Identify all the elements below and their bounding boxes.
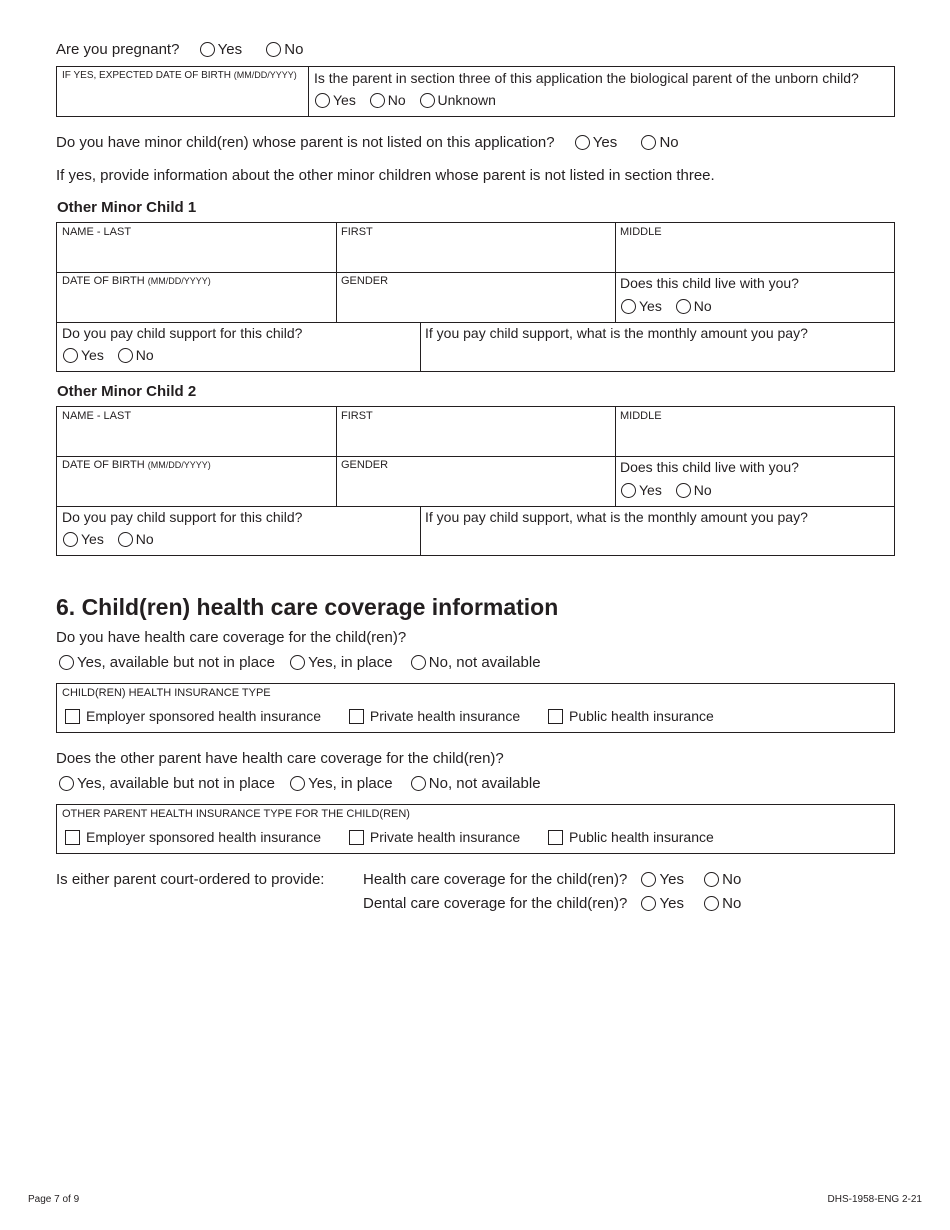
court-order-question: Is either parent court-ordered to provide: <box>56 871 325 888</box>
checkbox-icon <box>548 709 563 724</box>
child2-middle-name-label: MIDDLE <box>620 410 662 422</box>
radio-icon <box>118 532 133 547</box>
child1-live-question: Does this child live with you? <box>620 275 799 291</box>
other-employer-checkbox[interactable]: Employer sponsored health insurance <box>65 829 321 845</box>
child1-support-no-radio[interactable]: No <box>118 347 154 363</box>
child1-title: Other Minor Child 1 <box>57 199 197 216</box>
child2-first-name-field[interactable] <box>336 407 615 456</box>
minor-no-radio[interactable]: No <box>641 134 678 151</box>
child2-table <box>56 406 895 556</box>
due-date-label: IF YES, EXPECTED DATE OF BIRTH <box>62 70 231 81</box>
child2-last-name-field[interactable] <box>57 407 336 456</box>
child1-dob-format: (MM/DD/YYYY) <box>147 276 211 286</box>
radio-icon <box>411 655 426 670</box>
coverage-available-radio[interactable]: Yes, available but not in place <box>59 654 275 671</box>
form-id: DHS-1958-ENG 2-21 <box>827 1194 922 1205</box>
other-parent-insurance-type-label: OTHER PARENT HEALTH INSURANCE TYPE FOR THE CHILD(REN) <box>62 808 410 820</box>
child2-amount-question: If you pay child support, what is the monthly amount you pay? <box>425 509 808 525</box>
child2-amount-field[interactable] <box>420 506 894 555</box>
due-date-field[interactable] <box>57 67 309 116</box>
child-employer-checkbox[interactable]: Employer sponsored health insurance <box>65 708 321 724</box>
health-court-row <box>363 871 741 888</box>
child1-first-name-field[interactable] <box>336 223 615 272</box>
checkbox-icon <box>349 830 364 845</box>
child1-amount-question: If you pay child support, what is the monthly amount you pay? <box>425 325 808 341</box>
bio-unknown-radio[interactable]: Unknown <box>420 92 496 108</box>
health-court-question: Health care coverage for the child(ren)? <box>363 871 628 888</box>
child-private-checkbox[interactable]: Private health insurance <box>349 708 520 724</box>
other-available-radio[interactable]: Yes, available but not in place <box>59 775 275 792</box>
coverage-options <box>59 654 541 671</box>
child1-gender-field[interactable] <box>336 272 615 322</box>
radio-icon <box>676 299 691 314</box>
child-insurance-type-label: CHILD(REN) HEALTH INSURANCE TYPE <box>62 687 271 699</box>
radio-icon <box>118 348 133 363</box>
radio-icon <box>621 299 636 314</box>
bio-no-radio[interactable]: No <box>370 92 406 108</box>
child1-gender-label: GENDER <box>341 275 389 287</box>
minor-instruction: If yes, provide information about the other minor children whose parent is not listed in section three. <box>56 167 715 184</box>
health-court-yes-radio[interactable]: Yes <box>641 871 683 888</box>
bio-parent-question: Is the parent in section three of this application the biological parent of the unborn child? <box>314 70 859 86</box>
child1-last-name-label: NAME - LAST <box>62 226 132 238</box>
coverage-question: Do you have health care coverage for the child(ren)? <box>56 629 407 646</box>
radio-icon <box>676 483 691 498</box>
child2-dob-field[interactable] <box>57 456 336 506</box>
pregnant-question: Are you pregnant? <box>56 41 180 58</box>
child2-title: Other Minor Child 2 <box>57 383 197 400</box>
pregnancy-table <box>56 66 895 117</box>
child2-dob-format: (MM/DD/YYYY) <box>147 460 211 470</box>
dental-court-row <box>363 895 741 912</box>
other-parent-insurance-type-box <box>56 804 895 854</box>
bio-yes-radio[interactable]: Yes <box>315 92 356 108</box>
radio-icon <box>370 93 385 108</box>
child-public-checkbox[interactable]: Public health insurance <box>548 708 714 724</box>
child2-gender-field[interactable] <box>336 456 615 506</box>
child1-last-name-field[interactable] <box>57 223 336 272</box>
child2-live-cell <box>615 456 894 506</box>
minor-question-row <box>56 134 679 151</box>
minor-yes-radio[interactable]: Yes <box>575 134 617 151</box>
child2-support-question: Do you pay child support for this child? <box>62 509 303 525</box>
dental-court-no-radio[interactable]: No <box>704 895 741 912</box>
child2-support-yes-radio[interactable]: Yes <box>63 531 104 547</box>
radio-icon <box>641 872 656 887</box>
radio-icon <box>290 776 305 791</box>
minor-question: Do you have minor child(ren) whose parent is not listed on this application? <box>56 134 555 151</box>
checkbox-icon <box>65 709 80 724</box>
coverage-not-available-radio[interactable]: No, not available <box>411 654 541 671</box>
due-date-format: (MM/DD/YYYY) <box>233 70 297 80</box>
other-parent-coverage-options <box>59 775 541 792</box>
child1-middle-name-label: MIDDLE <box>620 226 662 238</box>
child2-support-cell <box>57 506 420 555</box>
pregnant-no-radio[interactable]: No <box>266 41 303 58</box>
child1-table <box>56 222 895 372</box>
child1-live-yes-radio[interactable]: Yes <box>621 298 662 314</box>
pregnant-yes-radio[interactable]: Yes <box>200 41 242 58</box>
coverage-in-place-radio[interactable]: Yes, in place <box>290 654 393 671</box>
checkbox-icon <box>349 709 364 724</box>
radio-icon <box>59 655 74 670</box>
bio-parent-cell <box>309 67 894 116</box>
child2-support-no-radio[interactable]: No <box>118 531 154 547</box>
pregnant-question-row <box>56 41 303 58</box>
child1-live-cell <box>615 272 894 322</box>
child2-dob-label: DATE OF BIRTH <box>62 459 145 471</box>
other-in-place-radio[interactable]: Yes, in place <box>290 775 393 792</box>
child1-middle-name-field[interactable] <box>615 223 894 272</box>
checkbox-icon <box>548 830 563 845</box>
radio-icon <box>621 483 636 498</box>
page-number: Page 7 of 9 <box>28 1194 80 1205</box>
radio-icon <box>63 532 78 547</box>
radio-icon <box>575 135 590 150</box>
child1-support-yes-radio[interactable]: Yes <box>63 347 104 363</box>
radio-icon <box>200 42 215 57</box>
child2-middle-name-field[interactable] <box>615 407 894 456</box>
other-parent-coverage-question: Does the other parent have health care coverage for the child(ren)? <box>56 750 504 767</box>
radio-icon <box>641 135 656 150</box>
child2-live-question: Does this child live with you? <box>620 459 799 475</box>
child1-first-name-label: FIRST <box>341 226 373 238</box>
dental-court-yes-radio[interactable]: Yes <box>641 895 683 912</box>
other-public-checkbox[interactable]: Public health insurance <box>548 829 714 845</box>
checkbox-icon <box>65 830 80 845</box>
child1-live-no-radio[interactable]: No <box>676 298 712 314</box>
child1-amount-field[interactable] <box>420 322 894 371</box>
child2-gender-label: GENDER <box>341 459 389 471</box>
radio-icon <box>266 42 281 57</box>
child2-live-yes-radio[interactable]: Yes <box>621 482 662 498</box>
dental-court-question: Dental care coverage for the child(ren)? <box>363 895 628 912</box>
health-court-no-radio[interactable]: No <box>704 871 741 888</box>
child2-first-name-label: FIRST <box>341 410 373 422</box>
radio-icon <box>411 776 426 791</box>
child2-live-no-radio[interactable]: No <box>676 482 712 498</box>
radio-icon <box>420 93 435 108</box>
radio-icon <box>704 896 719 911</box>
radio-icon <box>315 93 330 108</box>
child2-last-name-label: NAME - LAST <box>62 410 132 422</box>
child1-dob-label: DATE OF BIRTH <box>62 275 145 287</box>
child1-support-cell <box>57 322 420 371</box>
child1-dob-field[interactable] <box>57 272 336 322</box>
other-private-checkbox[interactable]: Private health insurance <box>349 829 520 845</box>
section6-heading: 6. Child(ren) health care coverage information <box>56 594 559 620</box>
radio-icon <box>63 348 78 363</box>
child1-support-question: Do you pay child support for this child? <box>62 325 303 341</box>
other-not-available-radio[interactable]: No, not available <box>411 775 541 792</box>
child-insurance-type-box <box>56 683 895 733</box>
radio-icon <box>704 872 719 887</box>
radio-icon <box>290 655 305 670</box>
radio-icon <box>59 776 74 791</box>
radio-icon <box>641 896 656 911</box>
